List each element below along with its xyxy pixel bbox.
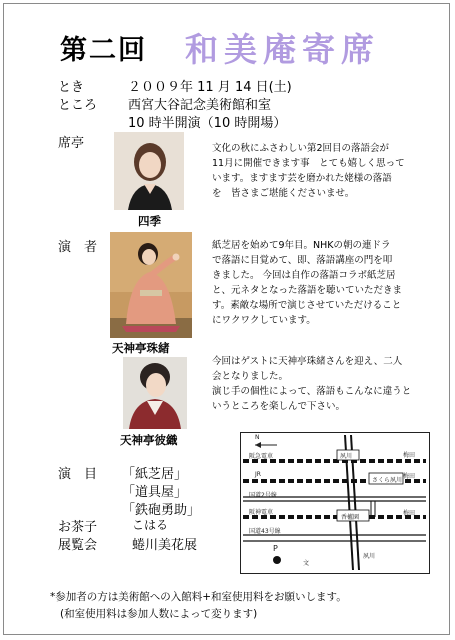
performer1-message-line: で落語に目覚めて、即、落語講座の門を叩 [212,255,393,266]
performer2-photo [123,357,187,429]
map-koroen-station: 香櫨園 [341,514,360,521]
performer1-message-line: と、元ネタとなった落語を聴いていただきま [212,285,403,296]
host-message [212,141,405,201]
host-message-line: を 皆さまご堪能くださいませ。 [212,188,355,199]
performers-label: 演 者 [58,240,98,255]
performer1-message [212,238,402,328]
program-item: 「鉄砲勇助」 [122,503,201,518]
access-map [240,432,430,574]
host-caption: 四季 [138,214,161,228]
performer2-message-line: 演じ手の個性によって、落語もこんなに違うと [212,386,412,397]
performer2-message-line: 今回はゲストに天神亭珠緒さんを迎え、二人 [212,356,403,367]
host-label: 席亭 [58,136,85,151]
map-umeda2: 梅田 [403,473,416,480]
performer2-message-line: いうところを楽しんで下さい。 [212,401,346,412]
map-jr: JR [255,471,261,478]
map-river-bottom: 夙川 [363,553,376,560]
title-name: 和美庵寄席 [185,30,380,69]
performer2-message-line: 会となりました。 [212,371,289,382]
time-value: 10 時半開演（10 時開場） [128,116,287,131]
footer-note: *参加者の方は美術館への入館料+和室使用料をお願いします。 [50,591,347,603]
map-umeda1: 梅田 [403,452,416,459]
footer-subnote: (和室使用料は参加人数によって変ります) [60,608,258,620]
map-route2: 国道2号線 [249,492,277,499]
title-number: 第二回 [60,35,147,66]
host-message-line: 11月に開催できます事 とても嬉しく思って [212,158,405,169]
map-sakura-station: さくら夙川 [372,477,403,484]
performer2-caption: 天神亭彼織 [120,433,178,447]
place-label: ところ [58,98,98,113]
place-value: 西宮大谷記念美術館和室 [128,98,272,113]
exhibition-label: 展覧会 [58,538,98,553]
performer1-caption: 天神亭珠緒 [112,341,170,355]
map-river-top: 夙川 [340,453,353,460]
performer1-message-line: す。素敵な場所で演じさせていただけること [212,300,402,311]
performer1-message-line: きました。 今回は自作の落語コラボ紙芝居 [212,270,396,281]
program-item: 「道具屋」 [122,485,188,500]
map-umeda3: 梅田 [403,510,416,517]
program-label: 演 目 [58,467,98,482]
sweets-value: こはる [132,518,169,532]
performer2-message [212,354,411,414]
map-parking: P [273,544,278,553]
sweets-label: お茶子 [58,520,98,535]
date-label: とき [58,80,85,95]
host-message-line: います。ますます芸を磨かれた姥様の落語 [212,173,392,184]
program-item: 「紙芝居」 [122,467,188,482]
performer1-message-line: にワクワクしています。 [212,315,316,326]
host-photo [114,132,184,210]
map-route43: 国道43号線 [249,528,281,535]
performer1-photo [110,232,192,338]
date-value: ２００９年 11 月 14 日(土) [128,80,292,95]
performer1-message-line: 紙芝居を始めて9年目。NHKの朝の連ドラ [212,240,391,251]
exhibition-value: 蜷川美花展 [132,538,198,553]
map-hankyu: 阪急電車 [249,453,274,460]
map-hanshin: 阪神電車 [249,509,274,516]
map-north-label: N [255,434,260,441]
host-message-line: 文化の秋にふさわしい第2回目の落語会が [212,143,390,154]
map-school: 文 [303,560,310,567]
